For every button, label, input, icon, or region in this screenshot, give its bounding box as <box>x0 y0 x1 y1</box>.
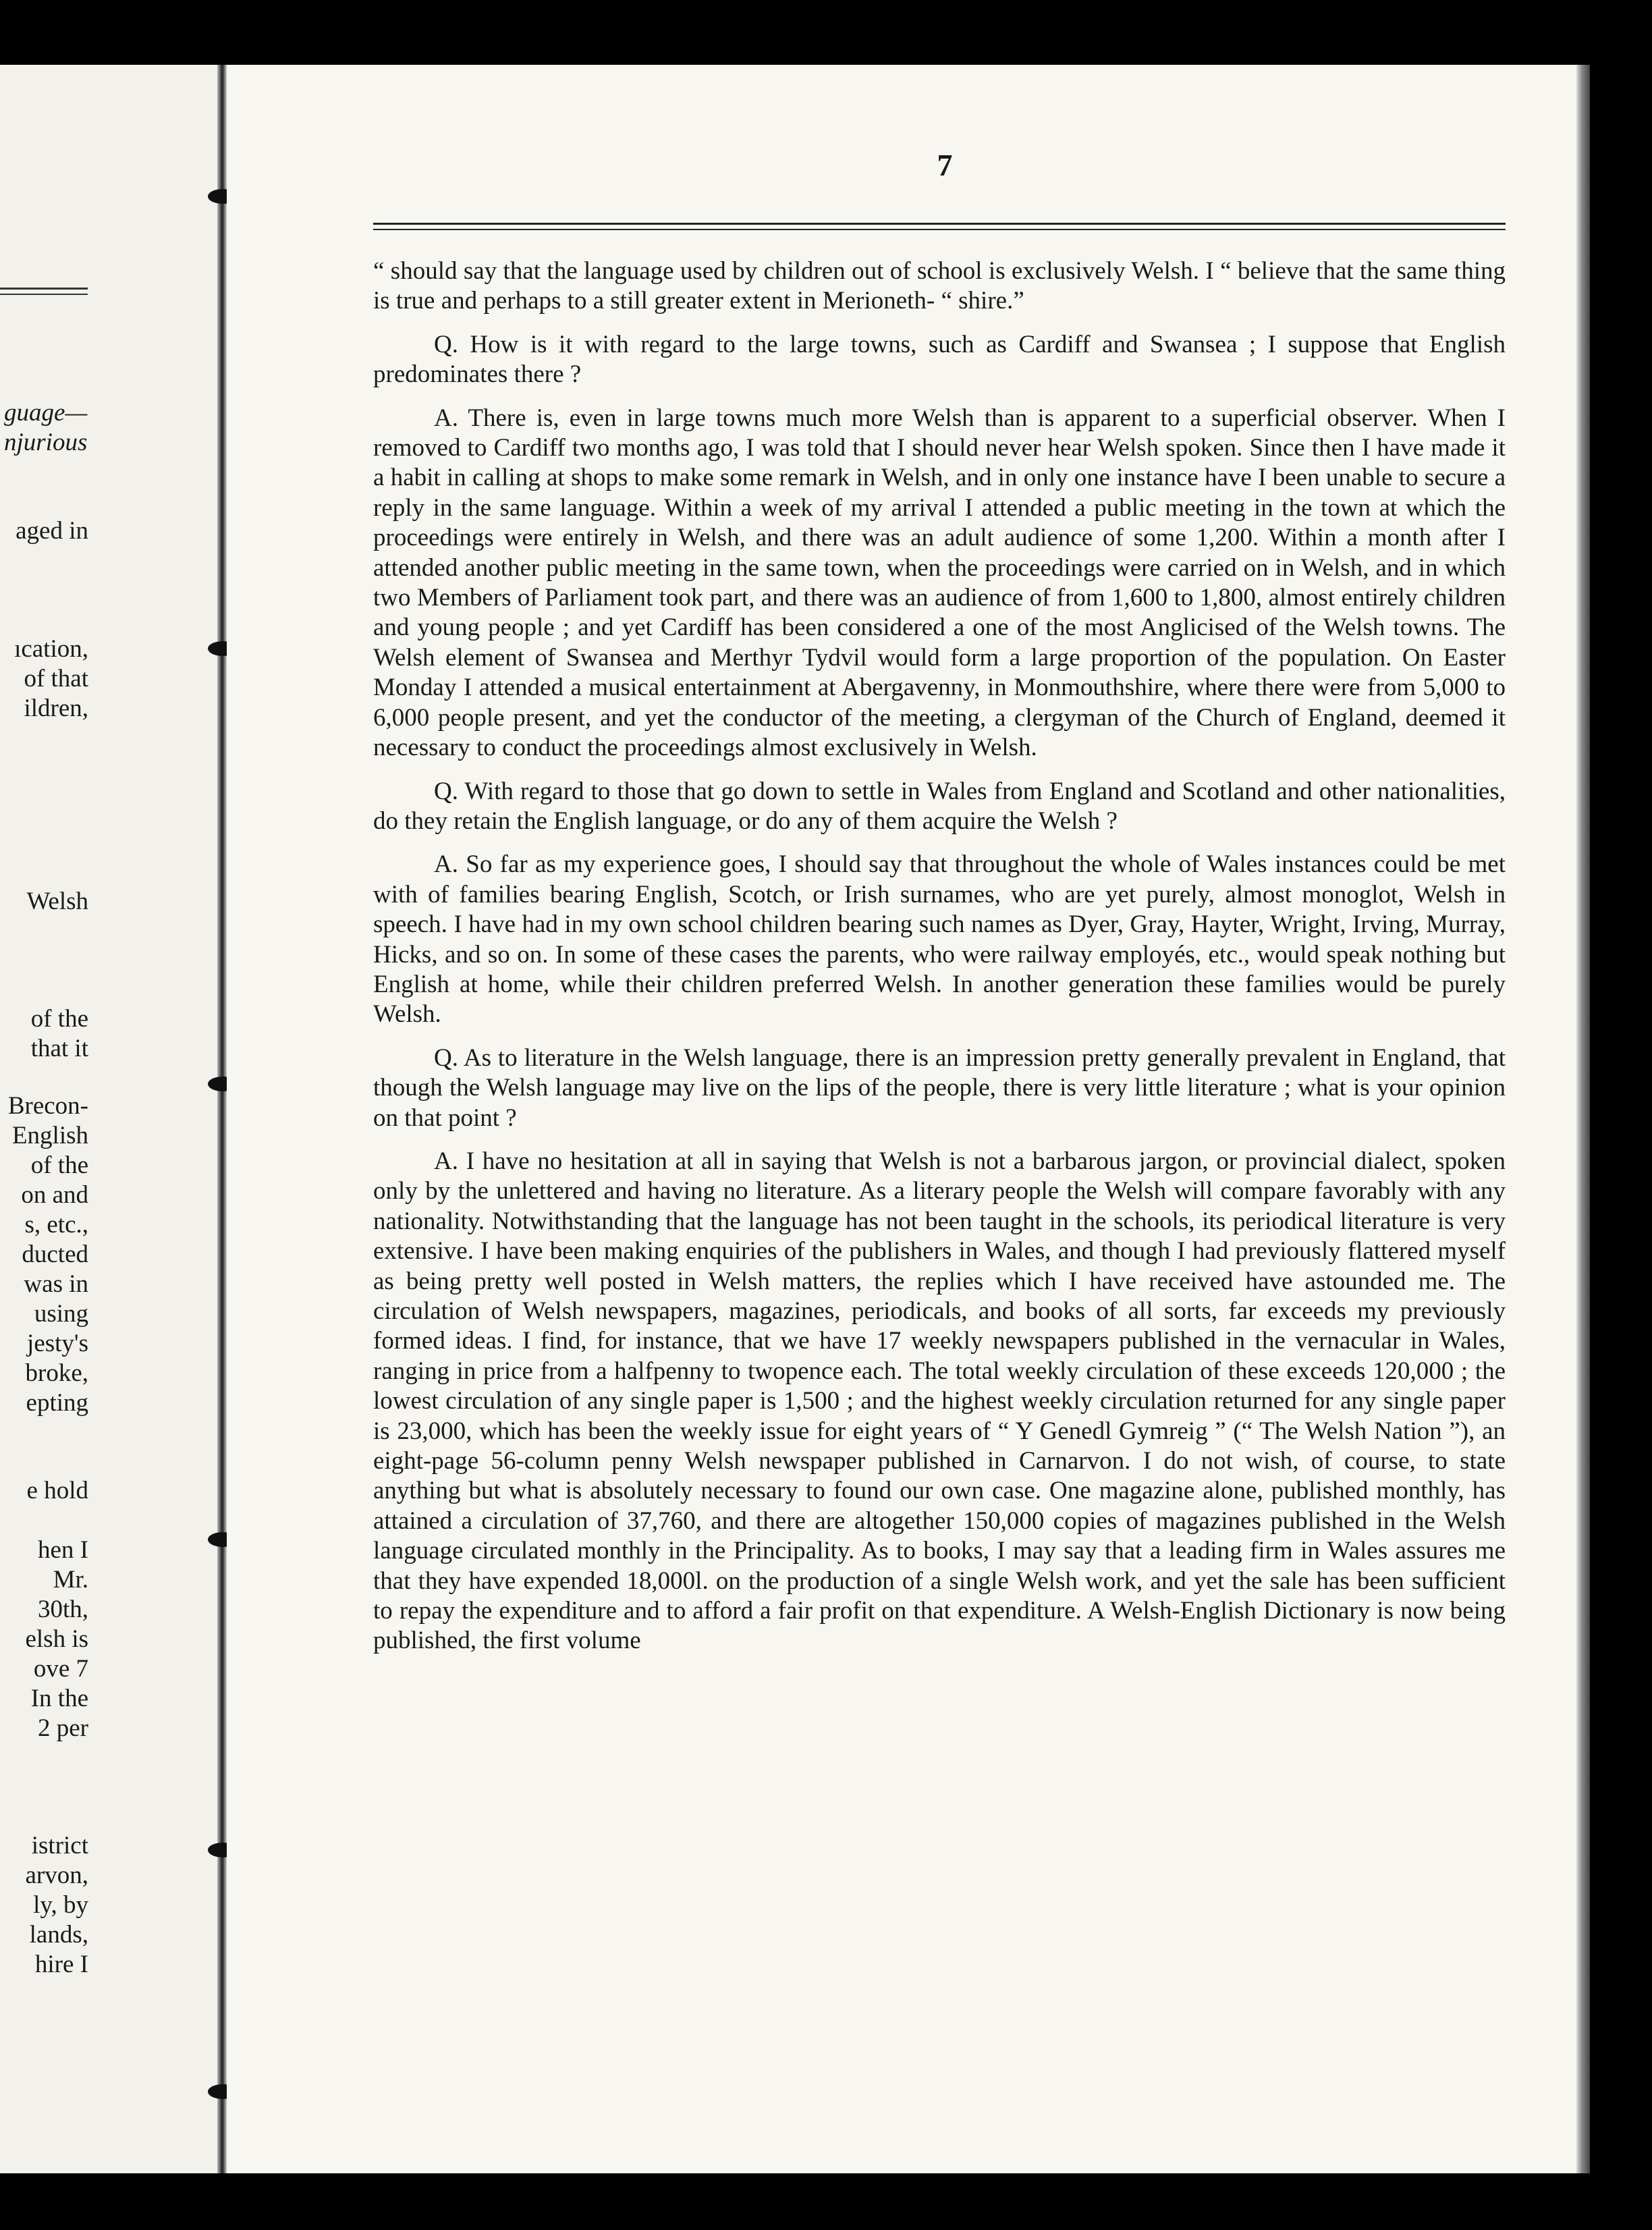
facing-page-fragment: s, etc., <box>24 1211 88 1239</box>
body-text <box>373 256 1506 1656</box>
facing-page-fragment: njurious <box>4 429 88 456</box>
facing-page-fragment: elsh is <box>25 1625 88 1653</box>
facing-page-fragment: that it <box>30 1035 88 1062</box>
facing-page-fragment: English <box>11 1122 88 1149</box>
header-rule <box>373 223 1506 230</box>
paragraph-answer: A. So far as my experience goes, I should say that throughout the whole of Wales instances could be met with of families bearing English, Scotch, or Irish surnames, who are yet purely, almost monoglot, Welsh in speech. I have had in my own school children bearing such names as Dyer, Gray, Hayter, Wright, Irving, Murray, Hicks, and so on. In some of these cases the parents, who were railway employés, etc., would speak nothing but English at home, while their children preferred Welsh. In another generation these families would be purely Welsh. <box>373 850 1506 1029</box>
facing-page-rule <box>0 288 88 295</box>
facing-page-fragment: using <box>34 1300 88 1328</box>
page-edge <box>1576 65 1590 2173</box>
facing-page-fragment: e hold <box>26 1477 88 1504</box>
facing-page-fragment: ly, by <box>33 1891 88 1919</box>
facing-page-fragment: of that <box>24 665 88 692</box>
facing-page-fragment: on and <box>21 1181 88 1209</box>
paragraph-answer: A. There is, even in large towns much more Welsh than is apparent to a superficial observer. When I removed to Cardiff two months ago, I was told that I should never hear Welsh spoken. Since then I have made it a habit in calling at shops to make some remark in Welsh, and in only one instance have I been unable to secure a reply in the same language. Within a week of my arrival I attended a public meeting in the town at which the proceedings were entirely in Welsh, and there was an adult audience of some 1,200. Within a month after I attended another public meeting in the same town, when the proceedings were carried on in Welsh, and in which two Members of Parliament took part, and there was an audience of from 1,600 to 1,800, almost entirely children and young people ; and yet Cardiff has been considered a one of the most Anglicised of the Welsh towns. The Welsh element of Swansea and Merthyr Tydvil would form a large proportion of the population. On Easter Monday I attended a musical entertainment at Abergavenny, in Monmouthshire, where there were from 5,000 to 6,000 people present, and yet the conductor of the meeting, a clergyman of the Church of England, deemed it necessary to conduct the proceedings almost exclusively in Welsh. <box>373 404 1506 762</box>
page-number: 7 <box>937 148 953 182</box>
facing-page-fragment: broke, <box>25 1359 88 1387</box>
facing-page-fragment: jesty's <box>27 1330 88 1357</box>
facing-page-fragment: aged in <box>16 517 88 545</box>
facing-page-fragment: hen I <box>38 1536 88 1564</box>
facing-page-fragment: ildren, <box>24 695 88 722</box>
facing-page-fragment: istrict <box>31 1832 88 1859</box>
paragraph-question: Q. As to literature in the Welsh language, there is an impression pretty generally prevalent in England, that though the Welsh language may live on the lips of the people, there is very little literature ; what is your opinion on that point ? <box>373 1043 1506 1132</box>
facing-page-fragment: In the <box>30 1685 88 1712</box>
facing-page-fragment: of the <box>30 1005 88 1033</box>
facing-page-fragment: of the <box>30 1151 88 1179</box>
facing-page-fragment: ove 7 <box>33 1655 88 1683</box>
paragraph-question: Q. How is it with regard to the large towns, such as Cardiff and Swansea ; I suppose that English predominates there ? <box>373 330 1506 389</box>
facing-page-fragment: 30th, <box>37 1596 88 1623</box>
facing-page-fragment: epting <box>26 1389 88 1417</box>
facing-page-fragment: hire I <box>34 1951 88 1978</box>
paragraph-answer: A. I have no hesitation at all in saying that Welsh is not a barbarous jargon, or provincial dialect, spoken only by the unlettered and having no literature. As a literary people the Welsh will compare favorably with any nationality. Notwithstanding that the language has not been taught in the schools, its periodical literature is very extensive. I have been making enquiries of the publishers in Wales, and though I had previously flattered myself as being pretty well posted in Welsh matters, the replies which I have received have astounded me. The circulation of Welsh newspapers, magazines, periodicals, and books of all sorts, far exceeds my previously formed ideas. I find, for instance, that we have 17 weekly newspapers published in the vernacular in Wales, ranging in price from a halfpenny to twopence each. The total weekly circulation of these exceeds 120,000 ; the lowest circulation of any single paper is 1,500 ; and the highest weekly circulation returned for any single paper is 23,000, which has been the weekly issue for eight years of “ Y Genedl Gymreig ” (“ The Welsh Nation ”), an eight-page 56-column penny Welsh newspaper published in Carnarvon. I do not wish, of course, to state anything but what is absolutely necessary to found our own case. One magazine alone, published monthly, has attained a circulation of 37,760, and there are altogether 150,000 copies of magazines published in the Welsh language circulated monthly in the Principality. As to books, I may say that a leading firm in Wales assures me that they have expended 18,000l. on the production of a single Welsh work, and yet the sale has been sufficient to repay the expenditure and to afford a fair profit on that expenditure. A Welsh-English Dictionary is now being published, the first volume <box>373 1147 1506 1655</box>
facing-page-fragment: was in <box>24 1270 88 1298</box>
facing-page-fragment: ıcation, <box>14 635 88 663</box>
paragraph: “ should say that the language used by children out of school is exclusively Welsh. I “ believe that the same thing is true and perhaps to a still greater extent in Merioneth- “ shire.” <box>373 257 1506 315</box>
facing-page-fragment: guage— <box>4 399 88 427</box>
facing-page-fragment: Brecon- <box>7 1092 88 1120</box>
facing-page-fragment: Welsh <box>26 888 88 915</box>
facing-page-fragment: lands, <box>29 1921 88 1949</box>
facing-page-fragment: 2 per <box>38 1714 88 1742</box>
facing-page-fragment: ducted <box>22 1241 88 1268</box>
facing-page-fragment: arvon, <box>25 1861 88 1889</box>
facing-page-fragment: Mr. <box>53 1566 88 1594</box>
paragraph-question: Q. With regard to those that go down to settle in Wales from England and Scotland and other nationalities, do they retain the English language, or do any of them acquire the Welsh ? <box>373 777 1506 835</box>
